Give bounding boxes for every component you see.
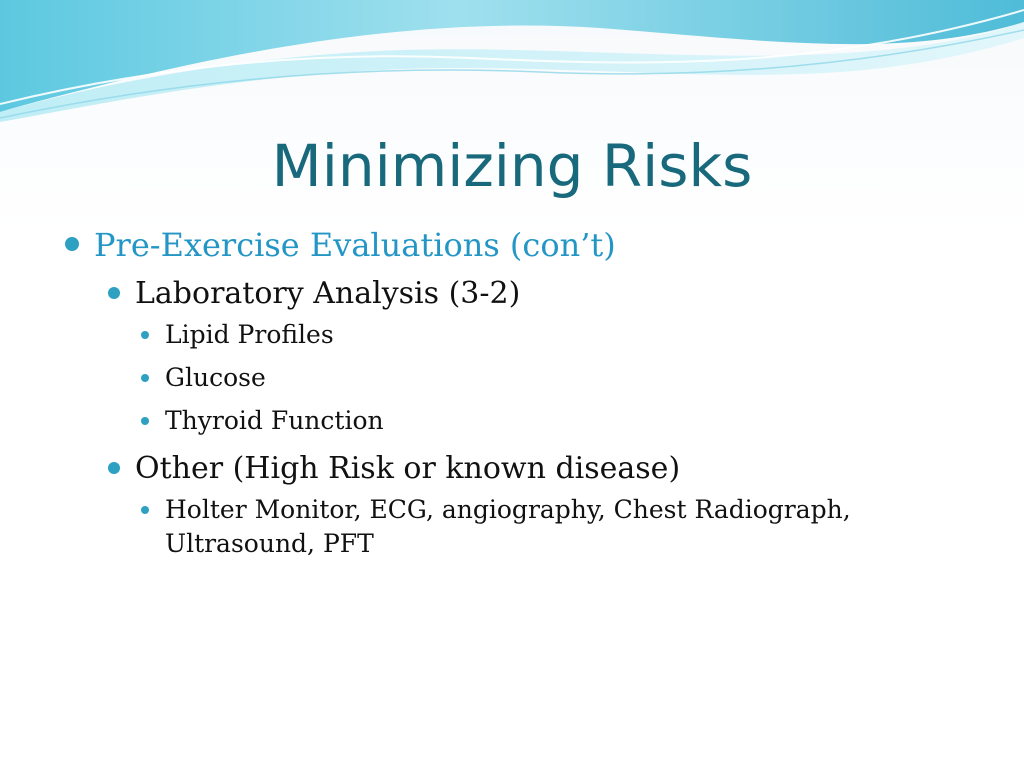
- bullet-dot-icon: [65, 237, 79, 251]
- bullet-level3-item: [60, 493, 945, 561]
- bullet-dot-icon: [141, 374, 149, 382]
- bullet-text: Thyroid Function: [165, 406, 384, 435]
- header-wave-decoration: [0, 0, 1024, 130]
- bullet-level2-other: [60, 447, 980, 491]
- bullet-level1: [60, 222, 980, 268]
- bullet-text: Lipid Profiles: [165, 320, 334, 349]
- slide-title: Minimizing Risks: [271, 132, 753, 200]
- bullet-level3-item: [60, 361, 980, 395]
- bullet-text: Laboratory Analysis (3-2): [135, 276, 521, 311]
- bullet-level3-item: [60, 318, 980, 352]
- bullet-dot-icon: [141, 331, 149, 339]
- bullet-text: Pre-Exercise Evaluations (con’t): [94, 226, 616, 264]
- bullet-dot-icon: [108, 287, 120, 299]
- bullet-text: Holter Monitor, ECG, angiography, Chest Radiograph, Ultrasound, PFT: [165, 495, 851, 558]
- bullet-level3-item: [60, 404, 980, 438]
- bullet-list: [60, 222, 980, 570]
- bullet-dot-icon: [108, 462, 120, 474]
- bullet-dot-icon: [141, 506, 149, 514]
- bullet-level2-lab: [60, 272, 980, 316]
- bullet-text: Glucose: [165, 363, 266, 392]
- bullet-dot-icon: [141, 417, 149, 425]
- bullet-text: Other (High Risk or known disease): [135, 451, 681, 486]
